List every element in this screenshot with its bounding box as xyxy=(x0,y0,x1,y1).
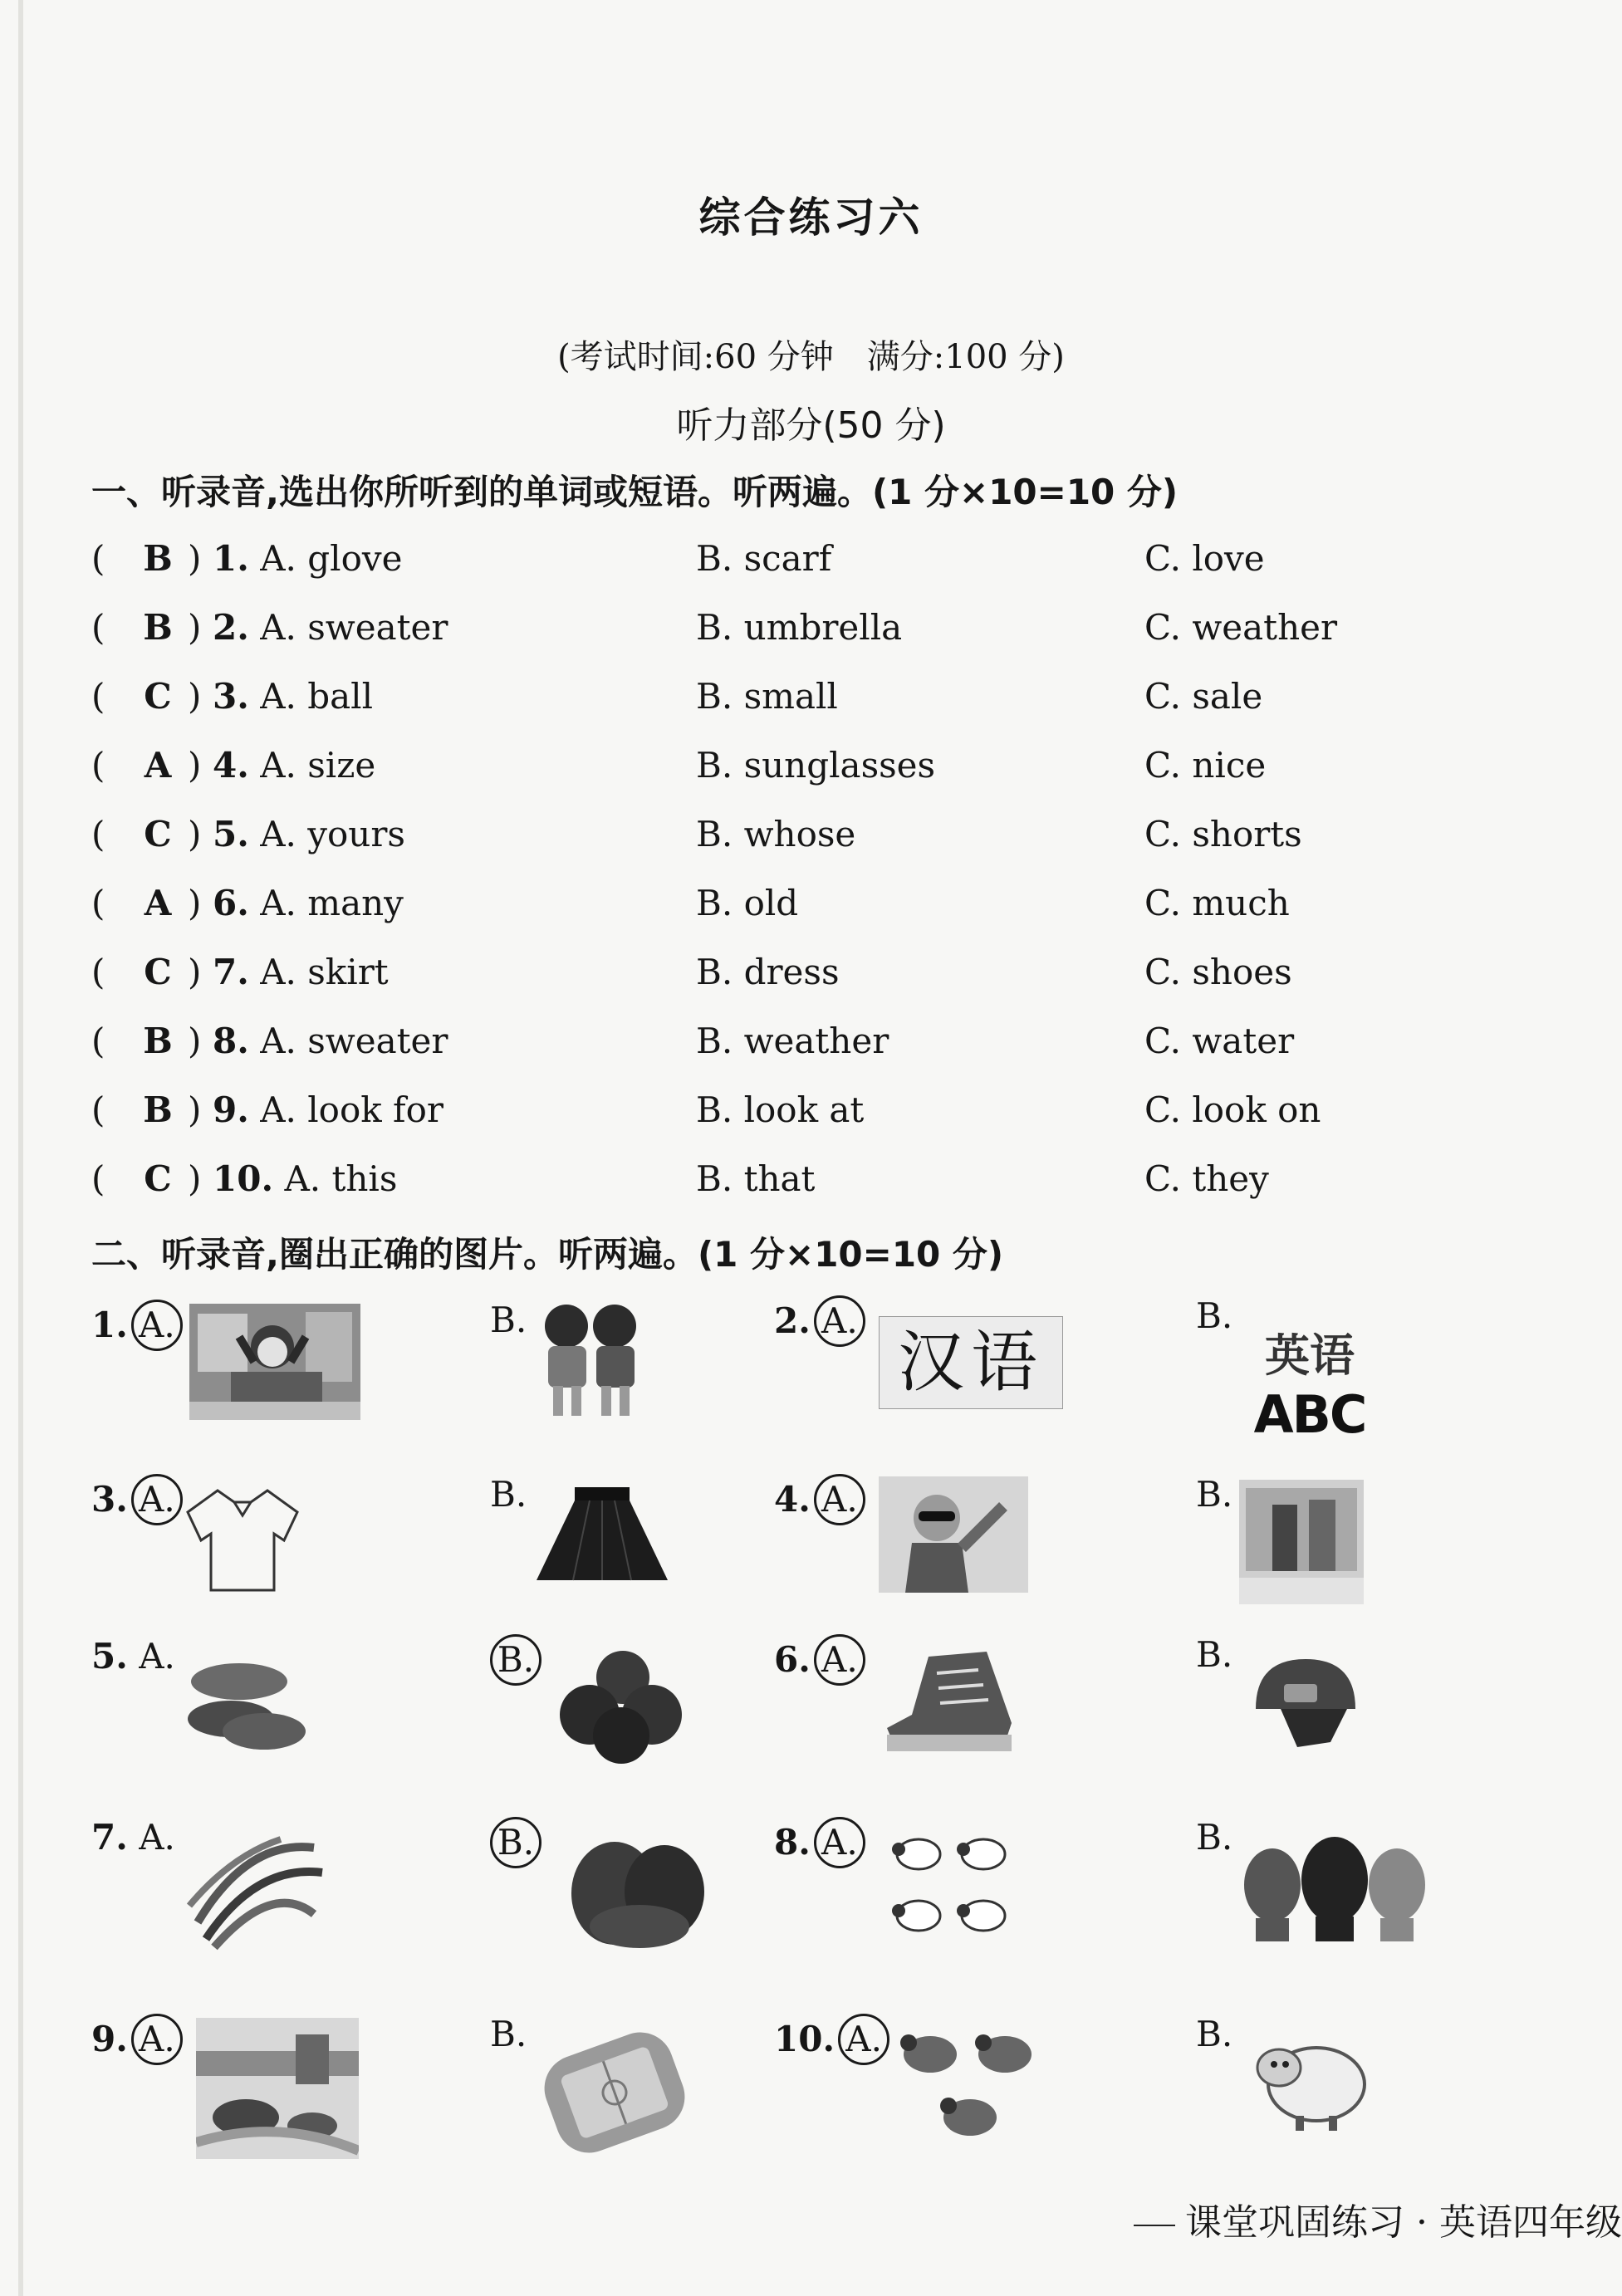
option-a: 7. A. skirt xyxy=(213,952,389,992)
item-9-label-b: B. xyxy=(490,2014,527,2054)
option-b: B. old xyxy=(696,883,799,923)
item-1-label-b: B. xyxy=(490,1300,527,1340)
answer-mark: B xyxy=(143,1021,173,1061)
option-b: B. weather xyxy=(696,1021,889,1061)
item-7-label-a: 7. A. xyxy=(91,1817,175,1858)
sweater-picture xyxy=(184,1482,301,1598)
option-c: C. love xyxy=(1144,538,1265,579)
option-a: 3. A. ball xyxy=(213,676,374,717)
question-row: ( B ) 1. A. glove B. scarf C. love xyxy=(91,538,1265,579)
answer-mark: C xyxy=(144,814,172,854)
item-10-label-b: B. xyxy=(1196,2014,1233,2054)
item-8-label-b: B. xyxy=(1196,1817,1233,1858)
boy-with-sunglasses-picture xyxy=(879,1476,1028,1593)
question-number: 2. xyxy=(213,607,249,648)
item-7-label-b xyxy=(490,1817,541,1868)
answer-mark: A xyxy=(144,883,172,923)
option-b: B. look at xyxy=(696,1089,865,1130)
chinese-characters-picture: 汉语 xyxy=(879,1316,1063,1409)
item-6-label-a: 6. A. xyxy=(774,1634,865,1686)
question-row: ( A ) 4. A. size B. sunglasses C. nice xyxy=(91,745,1267,786)
item-10-label-a: 10. A. xyxy=(774,2014,889,2065)
item-4-label-a: 4. A. xyxy=(774,1474,865,1525)
option-a: 8. A. sweater xyxy=(213,1021,448,1061)
question-number: 9. xyxy=(213,1089,249,1130)
selected-circle: A. xyxy=(131,1474,183,1525)
question-row: ( C ) 3. A. ball B. small C. sale xyxy=(91,676,1263,717)
selected-circle: A. xyxy=(814,1474,865,1525)
question-number: 1. xyxy=(213,538,249,579)
question-number: 3. xyxy=(213,676,249,717)
option-b: B. umbrella xyxy=(696,607,903,648)
three-hens-picture xyxy=(897,2018,1046,2159)
section1-title: 一、听录音,选出你所听到的单词或短语。听两遍。(1 分×10=10 分) xyxy=(91,472,1179,512)
option-b: B. scarf xyxy=(696,538,832,579)
option-a: 5. A. yours xyxy=(213,814,405,854)
selected-circle: A. xyxy=(814,1634,865,1686)
item-6-label-b: B. xyxy=(1196,1634,1233,1675)
part-title: 听力部分(50 分) xyxy=(676,404,946,447)
question-row: ( B ) 9. A. look for B. look at C. look on xyxy=(91,1089,1321,1130)
english-abc-book-picture: 英语 ABC xyxy=(1253,1329,1366,1445)
option-a: 2. A. sweater xyxy=(213,607,448,648)
option-c: C. shorts xyxy=(1144,814,1302,854)
item-5-label-a: 5. A. xyxy=(91,1636,175,1677)
answer-mark: A xyxy=(144,745,172,786)
answer-mark: B xyxy=(143,607,173,648)
skirt-picture xyxy=(532,1482,673,1590)
item-8-label-a: 8. A. xyxy=(774,1817,865,1868)
section2-title: 二、听录音,圈出正确的图片。听两遍。(1 分×10=10 分) xyxy=(91,1234,1004,1275)
selected-circle: A. xyxy=(814,1817,865,1868)
option-c: C. shoes xyxy=(1144,952,1292,992)
item-9-label-a: 9. A. xyxy=(91,2014,183,2065)
question-number: 6. xyxy=(213,883,249,923)
option-b: B. small xyxy=(696,676,838,717)
option-c: C. water xyxy=(1144,1021,1295,1061)
option-a: 1. A. glove xyxy=(213,538,403,579)
option-a: 9. A. look for xyxy=(213,1089,443,1130)
option-b: B. whose xyxy=(696,814,856,854)
item-3-label-a: 3. A. xyxy=(91,1474,183,1525)
playground-picture xyxy=(532,2026,698,2159)
option-a: 10. A. this xyxy=(213,1158,398,1199)
question-number: 10. xyxy=(213,1158,274,1199)
item-2-label-b: B. xyxy=(1196,1295,1233,1336)
question-number: 8. xyxy=(213,1021,249,1061)
option-c: C. nice xyxy=(1144,745,1267,786)
cap-picture xyxy=(1239,1651,1364,1759)
option-b: B. sunglasses xyxy=(696,745,936,786)
item-5-label-b xyxy=(490,1634,541,1686)
two-children-picture xyxy=(532,1300,648,1424)
answer-mark: C xyxy=(144,676,172,717)
exam-info: (考试时间:60 分钟 满分:100 分) xyxy=(557,338,1065,376)
green-beans-picture xyxy=(181,1823,331,1956)
clothes-rack-picture xyxy=(1239,1480,1364,1604)
question-number: 4. xyxy=(213,745,249,786)
question-row: ( A ) 6. A. many B. old C. much xyxy=(91,883,1290,923)
selected-circle: A. xyxy=(131,1300,183,1351)
option-a: 6. A. many xyxy=(213,883,404,923)
answer-mark: B xyxy=(143,1089,173,1130)
question-number: 5. xyxy=(213,814,249,854)
child-waking-up-picture xyxy=(189,1304,360,1420)
question-row: ( C ) 7. A. skirt B. dress C. shoes xyxy=(91,952,1292,992)
page-footer: 课堂巩固练习 · 英语四年级 xyxy=(1134,2192,1622,2245)
item-1-label-a: 1. A. xyxy=(91,1300,183,1351)
option-c: C. sale xyxy=(1144,676,1263,717)
selected-circle: B. xyxy=(490,1634,541,1686)
question-row: ( B ) 2. A. sweater B. umbrella C. weather xyxy=(91,607,1338,648)
carrots-picture xyxy=(181,1640,314,1765)
selected-circle: A. xyxy=(131,2014,183,2065)
option-c: C. they xyxy=(1144,1158,1269,1199)
question-number: 7. xyxy=(213,952,249,992)
answer-mark: C xyxy=(144,952,172,992)
page-title: 综合练习六 xyxy=(698,193,924,242)
item-3-label-b: B. xyxy=(490,1474,527,1515)
item-2-label-a: 2. A. xyxy=(774,1295,865,1347)
item-4-label-b: B. xyxy=(1196,1474,1233,1515)
farm-picture xyxy=(196,2018,359,2159)
sneaker-picture xyxy=(879,1648,1020,1765)
selected-circle: A. xyxy=(838,2014,889,2065)
tomatoes-picture xyxy=(548,1644,698,1769)
answer-mark: C xyxy=(144,1158,172,1199)
option-c: C. weather xyxy=(1144,607,1338,648)
footer-dash xyxy=(1134,2225,1175,2226)
question-row: ( B ) 8. A. sweater B. weather C. water xyxy=(91,1021,1295,1061)
option-c: C. look on xyxy=(1144,1089,1321,1130)
answer-mark: B xyxy=(143,538,173,579)
question-row: ( C ) 5. A. yours B. whose C. shorts xyxy=(91,814,1302,854)
option-c: C. much xyxy=(1144,883,1290,923)
sheep-picture xyxy=(1246,2026,1370,2134)
three-cows-picture xyxy=(1239,1819,1430,1943)
option-a: 4. A. size xyxy=(213,745,376,786)
option-b: B. that xyxy=(696,1158,816,1199)
potatoes-picture xyxy=(556,1827,714,1951)
option-b: B. dress xyxy=(696,952,840,992)
question-row: ( C ) 10. A. this B. that C. they xyxy=(91,1158,1269,1199)
selected-circle: A. xyxy=(814,1295,865,1347)
selected-circle: B. xyxy=(490,1817,541,1868)
four-sheep-picture xyxy=(887,1823,1020,1956)
